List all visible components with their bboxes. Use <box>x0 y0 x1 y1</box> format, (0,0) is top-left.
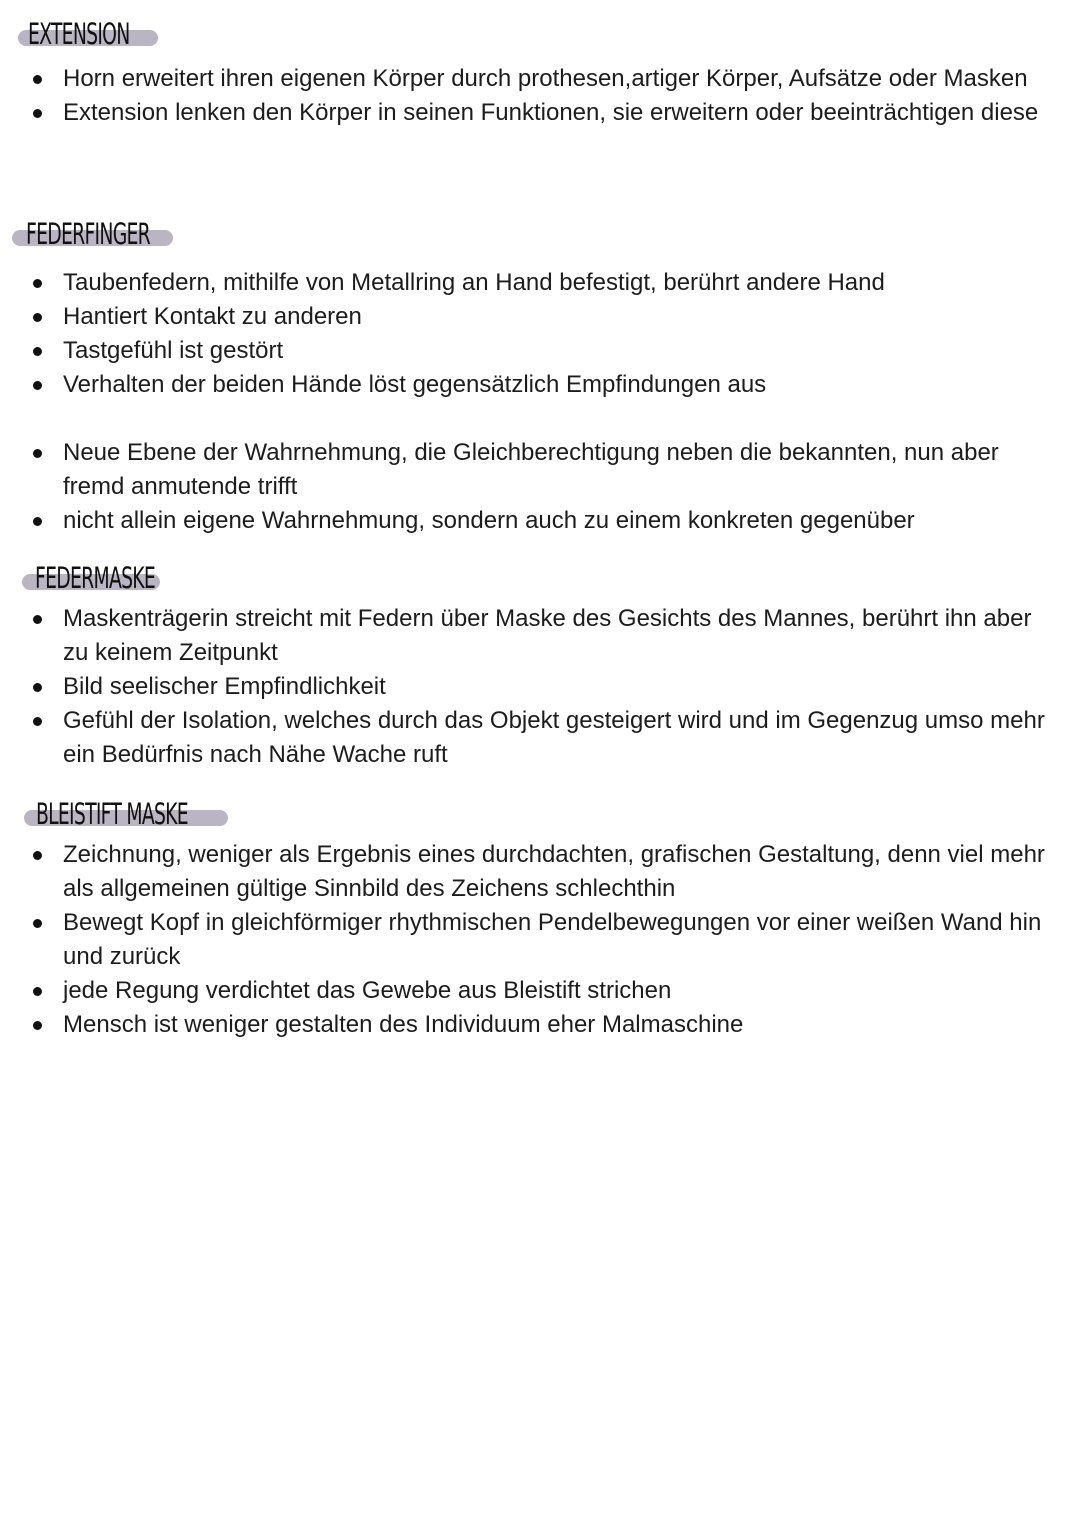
bullet-list <box>0 602 1080 772</box>
list-item-text: Taubenfedern, mithilfe von Metallring an Hand befestigt, berührt andere Hand <box>63 269 885 296</box>
bullet-dot <box>33 683 42 692</box>
list-item-text: Verhalten der beiden Hände löst gegensätzlich Empfindungen aus <box>63 371 767 398</box>
bullet-dot <box>33 615 42 624</box>
bullet-dot <box>33 109 42 118</box>
section-bleistift-maske <box>0 794 1080 1042</box>
list-item <box>0 368 1080 402</box>
list-item-text: Mensch ist weniger gestalten des Individuum eher Malmaschine <box>63 1011 744 1038</box>
list-item <box>0 300 1080 334</box>
bullet-dot <box>33 851 42 860</box>
list-item-text: Tastgefühl ist gestört <box>63 337 284 364</box>
bullet-dot <box>33 347 42 356</box>
list-item-text: Neue Ebene der Wahrnehmung, die Gleichberechtigung neben die bekannten, nun aber fremd anmutende trifft <box>63 439 999 500</box>
list-item-text: Bild seelischer Empfindlichkeit <box>63 673 386 700</box>
list-item <box>0 906 1080 974</box>
section-heading: FEDERMASKE <box>35 561 156 595</box>
list-item <box>0 1008 1080 1042</box>
bullet-dot <box>33 987 42 996</box>
list-item <box>0 704 1080 772</box>
list-item-text: Horn erweitert ihren eigenen Körper durch prothesen,artiger Körper, Aufsätze oder Masken <box>63 65 1028 92</box>
list-item-text: Zeichnung, weniger als Ergebnis eines durchdachten, grafischen Gestaltung, denn viel mehr als allgemeinen gültige Sinnbild des Zeichens schlechthin <box>63 841 1045 902</box>
list-item <box>0 974 1080 1008</box>
bullet-list <box>0 62 1080 130</box>
section-federmaske <box>0 558 1080 772</box>
list-item <box>0 504 1080 538</box>
heading-federmaske-wrap <box>0 558 1080 598</box>
bullet-dot <box>33 75 42 84</box>
list-item-text: Bewegt Kopf in gleichförmiger rhythmischen Pendelbewegungen vor einer weißen Wand hin und zurück <box>63 909 1042 970</box>
heading-federfinger-wrap <box>0 214 1080 254</box>
bullet-dot <box>33 449 42 458</box>
section-federfinger <box>0 214 1080 538</box>
list-item-text: Extension lenken den Körper in seinen Funktionen, sie erweitern oder beeinträchtigen diese <box>63 99 1039 126</box>
section-extension <box>0 14 1080 130</box>
list-item-text: Maskenträgerin streicht mit Federn über Maske des Gesichts des Mannes, berührt ihn aber zu keinem Zeitpunkt <box>63 605 1032 666</box>
list-item-text: jede Regung verdichtet das Gewebe aus Bleistift strichen <box>63 977 672 1004</box>
bullet-list <box>0 266 1080 538</box>
bullet-dot <box>33 381 42 390</box>
bullet-dot <box>33 279 42 288</box>
list-item <box>0 334 1080 368</box>
list-item-text: Gefühl der Isolation, welches durch das Objekt gesteigert wird und im Gegenzug umso mehr ein Bedürfnis nach Nähe Wache ruft <box>63 707 1045 768</box>
list-item-text: nicht allein eigene Wahrnehmung, sondern auch zu einem konkreten gegenüber <box>63 507 915 534</box>
list-item <box>0 96 1080 130</box>
section-heading: EXTENSION <box>28 17 130 51</box>
heading-bleistift-wrap <box>0 794 1080 834</box>
bullet-dot <box>33 919 42 928</box>
list-item <box>0 436 1080 504</box>
list-item <box>0 62 1080 96</box>
heading-extension-wrap <box>0 14 1080 54</box>
section-heading: BLEISTIFT MASKE <box>36 797 188 831</box>
bullet-dot <box>33 1021 42 1030</box>
list-item <box>0 670 1080 704</box>
bullet-dot <box>33 517 42 526</box>
bullet-dot <box>33 313 42 322</box>
bullet-list <box>0 838 1080 1042</box>
list-item <box>0 838 1080 906</box>
bullet-dot <box>33 717 42 726</box>
section-heading: FEDERFINGER <box>26 217 151 251</box>
list-item <box>0 266 1080 300</box>
list-item-text: Hantiert Kontakt zu anderen <box>63 303 362 330</box>
list-item <box>0 602 1080 670</box>
